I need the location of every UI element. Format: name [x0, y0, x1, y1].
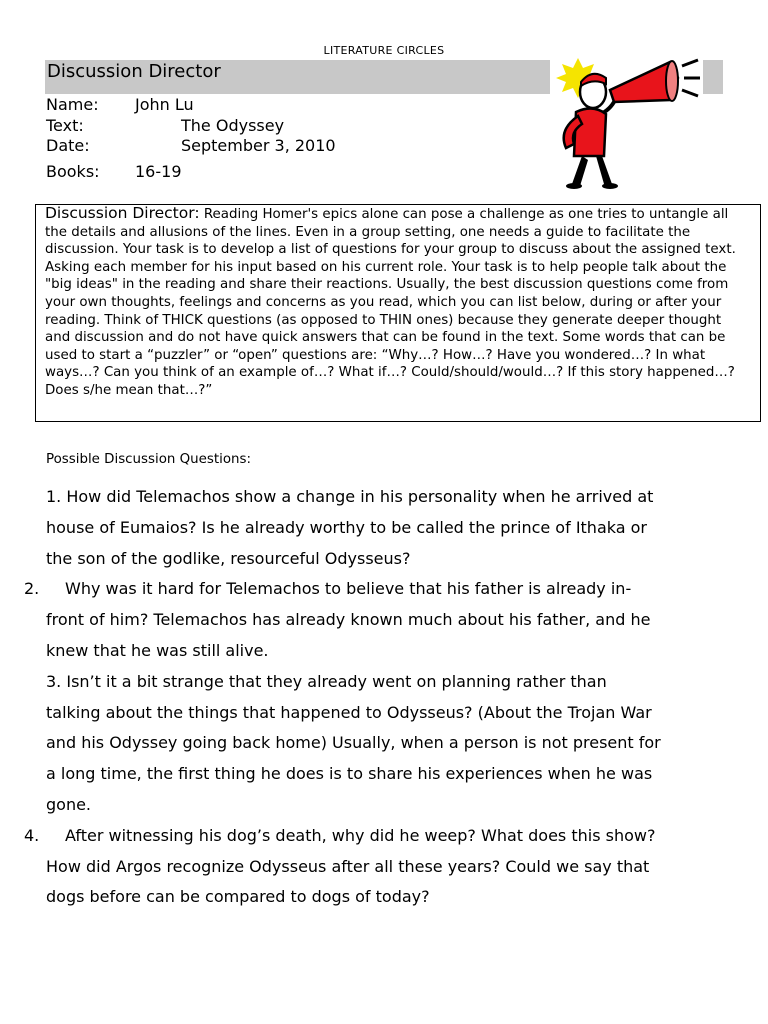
books-label: Books:	[46, 162, 100, 181]
question-3-text-1: Isn’t it a bit strange that they already went on planning rather than	[66, 671, 607, 691]
question-3-line-2: talking about the things that happened to Odysseus? (About the Trojan War	[46, 702, 652, 722]
page-title: Discussion Director	[47, 61, 221, 82]
name-value: John Lu	[135, 95, 194, 114]
question-1-number: 1.	[46, 487, 62, 506]
question-4-line-3: dogs before can be compared to dogs of today?	[46, 887, 430, 907]
megaphone-bell	[666, 61, 678, 101]
header-label: LITERATURE CIRCLES	[323, 44, 445, 57]
role-description-body: Reading Homer's epics alone can pose a challenge as one tries to untangle all the details and allusions of the lines. Even in a group setting, one needs a guide to facilitate the discussion. Your task is to develop a list of questions for your group to discuss about the assigned text. Asking each member for his input based on his current role. Your task is to help people talk about the "big ideas" in the reading and share their reactions. Usually, the best discussion questions come from your own thoughts, feelings and concerns as you read, which you can list below, during or after your reading. Think of THICK questions (as opposed to THIN ones) because they generate deeper thought and discussion and do not have quick answers that can be found in the text. Some words that can be used to start a “puzzler” or “open” questions are: “Why…? How…? Have you wondered…? In what ways…? Can you think of an example of…? What if…? Could/should/would…? If this story happened…? Does s/he mean that…?”	[45, 207, 736, 398]
question-2-line-3: knew that he was still alive.	[46, 640, 269, 660]
text-label: Text:	[46, 116, 84, 135]
leg-left	[572, 156, 588, 186]
sound-line-top	[682, 60, 698, 66]
question-4-line-2: How did Argos recognize Odysseus after all these years? Could we say that	[46, 856, 650, 876]
shoe-left	[566, 183, 582, 189]
text-value: The Odyssey	[181, 116, 285, 135]
question-1-line-3: the son of the godlike, resourceful Odysseus?	[46, 548, 411, 568]
question-3-line-1	[0, 667, 768, 698]
question-4	[0, 821, 768, 913]
question-1-line-2: house of Eumaios? Is he already worthy to be called the prince of Ithaka or	[46, 517, 647, 537]
questions-section-label: Possible Discussion Questions:	[46, 452, 252, 467]
megaphone-person-illustration	[548, 56, 728, 190]
question-2-number: 2.	[24, 579, 40, 599]
question-3	[0, 667, 768, 821]
name-label: Name:	[46, 95, 99, 114]
role-description-box	[35, 204, 761, 422]
question-4-line-1: After witnessing his dog’s death, why did he weep? What does this show?	[65, 825, 656, 845]
question-1-text-1: How did Telemachos show a change in his personality when he arrived at	[66, 487, 654, 506]
question-2	[0, 574, 768, 666]
date-value: September 3, 2010	[181, 136, 336, 155]
question-3-number: 3.	[46, 671, 62, 691]
sound-line-bottom	[682, 90, 698, 96]
role-description-heading: Discussion Director:	[45, 204, 200, 222]
questions-list	[0, 482, 768, 913]
books-value: 16-19	[135, 162, 182, 181]
shoe-right	[602, 183, 618, 189]
question-4-number: 4.	[24, 825, 40, 845]
question-3-line-4: a long time, the first thing he does is to share his experiences when he was	[46, 764, 653, 784]
question-2-line-2: front of him? Telemachos has already known much about his father, and he	[46, 610, 651, 630]
question-1-line-1	[0, 482, 768, 513]
leg-right	[596, 156, 612, 184]
date-label: Date:	[46, 136, 90, 155]
question-1	[0, 482, 768, 574]
question-3-line-3: and his Odyssey going back home) Usually, when a person is not present for	[46, 733, 661, 753]
question-3-line-5: gone.	[46, 794, 92, 814]
question-2-line-1: Why was it hard for Telemachos to believe that his father is already in-	[65, 579, 632, 599]
